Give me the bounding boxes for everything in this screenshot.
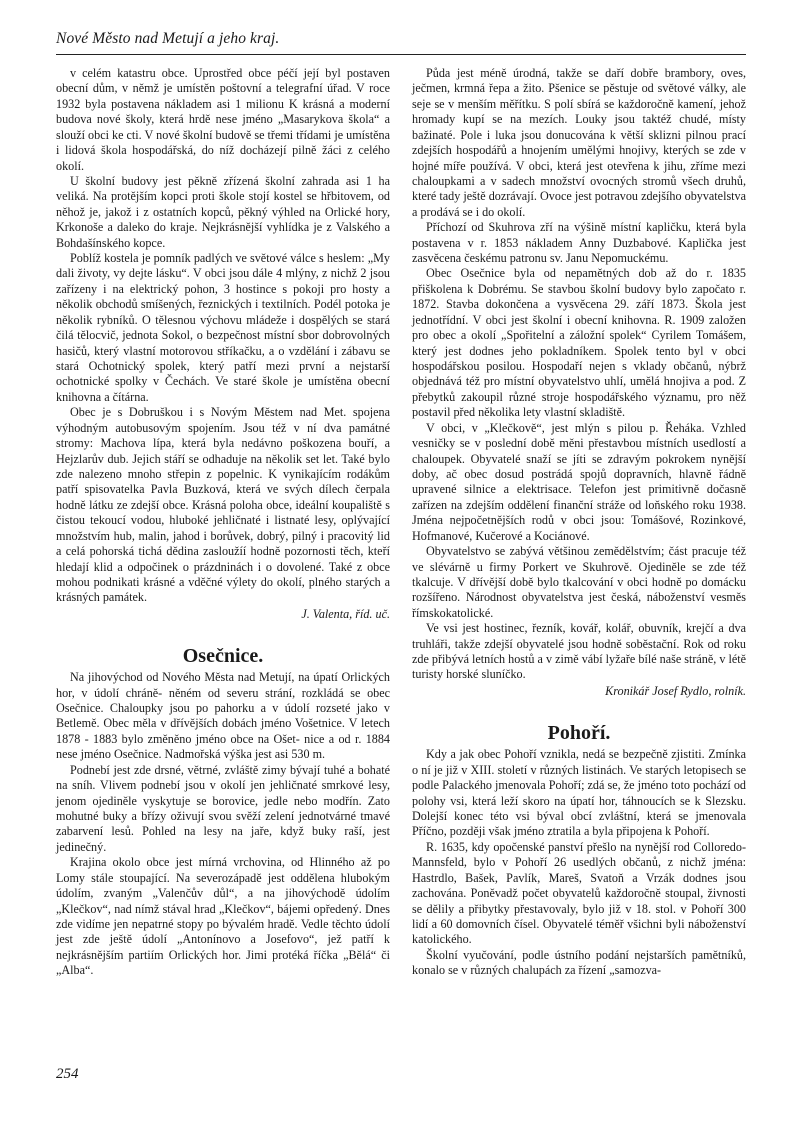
paragraph: V obci, v „Klečkově“, jest mlýn s pilou p. Řeháka. Vzhled vesničky se v poslední době měni přestavbou místních usedlostí a chaloupek. Obyvatelé snaží se jíti se zdravým pokrokem nynější doby, ač obec dosud postrádá spojů dopravních, hlavně řádně upravené silnice a elektrisace. Telefon jest primitivně dočasně zařízen na zdejším oddělení finanční stráže od loňského roku 1938. Jména nejpočetnějších rodů v obci jsou: Tomášové, Rozinkové, Hofmanové, Kučerové a Kociánové. [412, 420, 746, 543]
paragraph: Na jihovýchod od Nového Města nad Metují, na úpatí Orlických hor, v údolí chráně- něném od severu strání, rozkládá se obec Osečnice. Chaloupky jsou po pahorku a v údolí rozseté jako v Betlemě. Obec měla v dřívějších dobách jméno Vošetnice. V letech 1878 - 1883 bylo změněno jméno obce na Ošet- nice a od r. 1884 nese jméno Osečnice. Nadmořská výška jest asi 530 m. [56, 670, 390, 762]
section-heading-pohori: Pohoří. [547, 722, 611, 745]
header-rule [56, 54, 746, 55]
right-column [412, 66, 746, 979]
paragraph: v celém katastru obce. Uprostřed obce péčí její byl postaven obecní dům, v němž je umístěn poštovní a telegrafní úřad. V roce 1932 byla postavena nákladem asi 1 milionu K krásná a moderní budova nové školy, která hrdě nese jméno „Masarykova škola“ a slouží obci ke cti. V nové školní budově se třemi třídami je umístěna i lidová škola hospodářská, do níž docházejí pilně žáci z celého okolí. [56, 66, 390, 173]
running-header-title: Nové Město nad Metují a jeho kraj. [56, 30, 280, 47]
paragraph: Půda jest méně úrodná, takže se daří dobře brambory, oves, ječmen, krmná řepa a žito. Pšenice se pěstuje od světové války, ale seje se v menším měřítku. S polí sbírá se každoročně kamení, jehož hromady kupí se na mezích. Louky jsou taktéž chudé, místy bažinaté. Pole i luka jsou donucována k větší sklizni pilnou prací zdejších hospodářů a hnojením umělými hnojivy, kterých se zde v hojné míře používá. V obci, která jest otevřena k jihu, zříme mezi chaloupkami a v sadech množství ovocných stromů všech druhů, které tady ještě dozrávají. Ovoce jest potravou zdejšího obyvatelstva a prodává se i do okolí. [412, 66, 746, 219]
paragraph: Obec je s Dobruškou i s Novým Městem nad Met. spojena výhodným autobusovým spojením. Jsou též v ní dva památné stromy: Machova lípa, která byla nedávno poškozena bouří, a Hejzlarův dub. Jejich stáří se odhaduje na několik set let. Také bylo zde nalezeno mnoho střepin z popelnic. K vynikajícím rodákům patří spisovatelka Pavla Buzková, která ve svých dílech čerpala hodně látku ze zdejší obce. Krásná poloha obce, ideální koupaliště s čistou tekoucí vodou, hluboké jehličnaté i listnaté lesy, oplývající množstvím hub, malin, jahod i borůvek, dobrý, pilný i pracovitý lid a celá pohorská tichá dědina zasloužíí hodně pozornosti těch, kteří hledají klid a odpočinek o prázdninách i o dovolené. Také z obce mohou podnikati krásné a vděčné výlety do okolí, plného starých a krásných památek. [56, 405, 390, 605]
paragraph: Podnebí jest zde drsné, větrné, zvláště zimy bývají tuhé a bohaté na sníh. Vlivem podnebí jsou v okolí jen jehličnaté smrkové lesy, jenom ojediněle vyskytuje se borovice, jedle nebo modřín. Zato mohutné buky a břízy oživují svou svěží zelení jednotvárné tmavé zabarvení lesů. Pohled na lesy na jaře, když buky raší, jest jedinečný. [56, 762, 390, 854]
paragraph: Obec Osečnice byla od nepamětných dob až do r. 1835 přiškolena k Dobrému. Se stavbou školní budovy bylo započato r. 1872. Stavba dokončena a vysvěcena 29. září 1873. Škola jest jednotřídní. V obci jest školní i obecní knihovna. R. 1909 založen pro obec a okolí „Spořitelní a záložní spolek“ Cyrilem Tomášem, který jest dodnes jeho pokladníkem. Spolek tento byl v obci hospodářskou posilou. Hospodaří nejen s vklady občanů, nýbrž objednává též pro místní obyvatelstvo uhlí, umělá hnojiva a pod. Z přebytků zakoupil různé stroje hospodářského významu, pro něž postavil před několika lety vlastní skladiště. [412, 266, 746, 420]
page-number: 254 [56, 1066, 79, 1082]
paragraph: Školní vyučování, podle ústního podání nejstarších pamětníků, konalo se v různých chalupách za řízení „samozva- [412, 947, 746, 978]
running-header [56, 30, 746, 48]
paragraph: Poblíž kostela je pomník padlých ve světové válce s heslem: „My dali životy, vy dejte lásku“. V obci jsou dále 4 mlýny, z nichž 2 jsou zařízeny i na elektrický pohon, 3 hostince s pokoji pro hosty a několik obchodů smíšených, řeznických i textilních. Podél potoka je několik rybníků. O tělesnou výchovu mládeže i dospělých se stará čilá tělocvič, jednota Sokol, o bezpečnost místní sbor dobrovolných hasičů, který vlastní motorovou stříkačku, a o vzdělání i zábavu se stará Ochotnický spolek, který patří mezi první a nejstarší ochotnické spolky v Čechách. Ve staré škole je umístěna obecní knihovna a čítárna. [56, 251, 390, 404]
section-heading-osecnice: Osečnice. [182, 645, 264, 668]
author-signature: J. Valenta, říd. uč. [301, 606, 390, 621]
paragraph: U školní budovy jest pěkně zřízená školní zahrada asi 1 ha veliká. Na protějším kopci proti škole stojí kostel se hřbitovem, od něhož je, jakož i z ostatních kopců, pěkný výhled na Orlické hory, Krkonoše a daleko do kraje. Nejkrásnější vyhlídka je z Valského a Bohdašínského kopce. [56, 173, 390, 250]
paragraph: Krajina okolo obce jest mírná vrchovina, od Hlinného až po Lomy stále stoupající. Na severozápadě jest oddělena hlubokým údolím, zvaným „Valenčův důl“, a na jihovýchodě údolím „Klečkov“, nad nímž stával hrad „Klečkov“, bájemi opředený. Dnes zde vidíme jen nepatrné stopy po bývalém hradě. Vedle těchto údolí jest zde ještě údolí „Antonínovo a Josefovo“, jež patří k nejkrásnějším partiím Orlických hor. Jimi protéká říčka „Bělá“ či „Alba“. [56, 855, 390, 978]
paragraph: Ve vsi jest hostinec, řezník, kovář, kolář, obuvník, krejčí a dva truhláři, takže zdejší obyvatelé jsou hodně soběstační. Rok od roku zde přibývá letních hostů a v zimě vábí lyžaře bílé naše stráně, v létě turisty horské sluníčko. [412, 621, 746, 682]
author-signature: Kronikář Josef Rydlo, rolník. [605, 683, 746, 698]
paragraph: Kdy a jak obec Pohoří vznikla, nedá se bezpečně zjistiti. Zmínka o ní je již v XIII. století v různých listinách. Ve starých letopisech se podle Palackého jmenovala Pohoří; zdá se, že jméno toto pochází od polohy vsi, která leží skoro na úpatí hor, táhnoucích se k Slezsku. Dolejší konec této vsi býval obcí zvláštní, která se jmenovala Příčno, později však jméno ztratila a byla připojena k Pohoří. [412, 747, 746, 839]
paragraph: Příchozí od Skuhrova zří na výšině místní kapličku, která byla postavena v r. 1853 nákladem Anny Duzbabové. Kaplička jest zasvěcena českému patronu sv. Janu Nepomuckému. [412, 220, 746, 266]
paragraph: Obyvatelstvo se zabývá většinou zemědělstvím; část pracuje též ve slévárně u firmy Porkert ve Skuhrově. Ojediněle se zde též tkalcuje. V dřívější době bylo tkalcování v obci hodně po domácku rozšířeno. Národnost obyvatelstva jest česká, náboženství vesměs římskokatolické. [412, 544, 746, 620]
left-column [56, 66, 390, 979]
paragraph: R. 1635, kdy opočenské panství přešlo na nynější rod Colloredo-Mannsfeld, bylo v Pohoří 26 usedlých občanů, z nichž jména: Hastrdlo, Bašek, Pavlík, Mareš, Svatoň a Vrzák dodnes jsou zachována. Poněvadž počet obyvatelů každoročně stoupal, živnosti se dělily a přibytky přestavovaly, bylo již v 18. stol. v Pohoří 300 lidí a 60 domovních čísel. Obyvatelé téměř všichni byli náboženství katolického. [412, 839, 746, 947]
